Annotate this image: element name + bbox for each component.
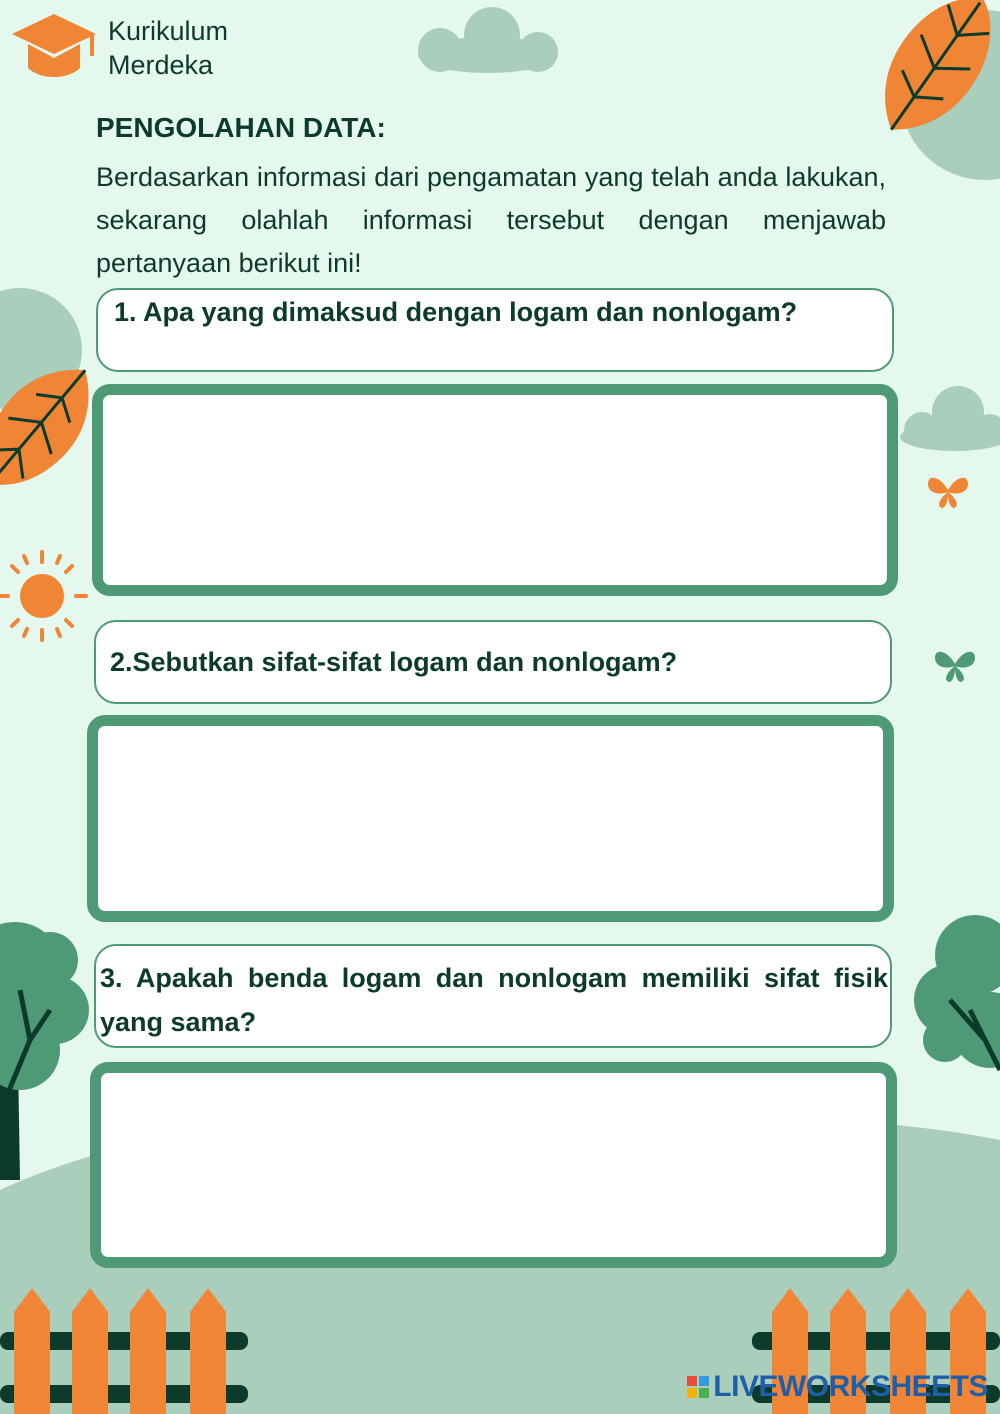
section-title: PENGOLAHAN DATA:: [96, 112, 386, 143]
brand-name: [108, 14, 228, 82]
question-text-1: 1. Apa yang dimaksud dengan logam dan nonlogam?: [114, 297, 798, 327]
liveworksheets-watermark: [687, 1370, 988, 1404]
brand-line-2: Merdeka: [108, 50, 214, 80]
answer-field-3[interactable]: [90, 1062, 897, 1268]
watermark-text: LIVEWORKSHEETS: [713, 1370, 988, 1403]
question-text-3: 3. Apakah benda logam dan nonlogam memiliki sifat fisik yang sama?: [100, 963, 888, 1037]
graduation-cap-icon: [10, 12, 98, 84]
question-box-3: [94, 944, 892, 1048]
answer-field-2[interactable]: [87, 715, 894, 922]
question-text-2: 2.Sebutkan sifat-sifat logam dan nonlogam?: [110, 647, 678, 677]
instructions-text: Berdasarkan informasi dari pengamatan yang telah anda lakukan, sekarang olahlah informasi tersebut dengan menjawab pertanyaan berikut ini!: [96, 162, 886, 278]
tree-icon: [0, 922, 89, 1180]
question-box-2: [94, 620, 892, 704]
butterfly-icon: [928, 478, 968, 508]
cloud-icon: [418, 7, 558, 73]
tree-icon: [914, 915, 1000, 1070]
answer-field-1[interactable]: [92, 384, 898, 596]
brand-line-1: Kurikulum: [108, 16, 229, 46]
butterfly-icon: [935, 652, 975, 682]
cloud-icon: [900, 386, 1000, 451]
question-box-1: [96, 288, 894, 372]
sun-icon: [0, 552, 86, 640]
liveworksheets-logo-icon: [687, 1376, 709, 1398]
